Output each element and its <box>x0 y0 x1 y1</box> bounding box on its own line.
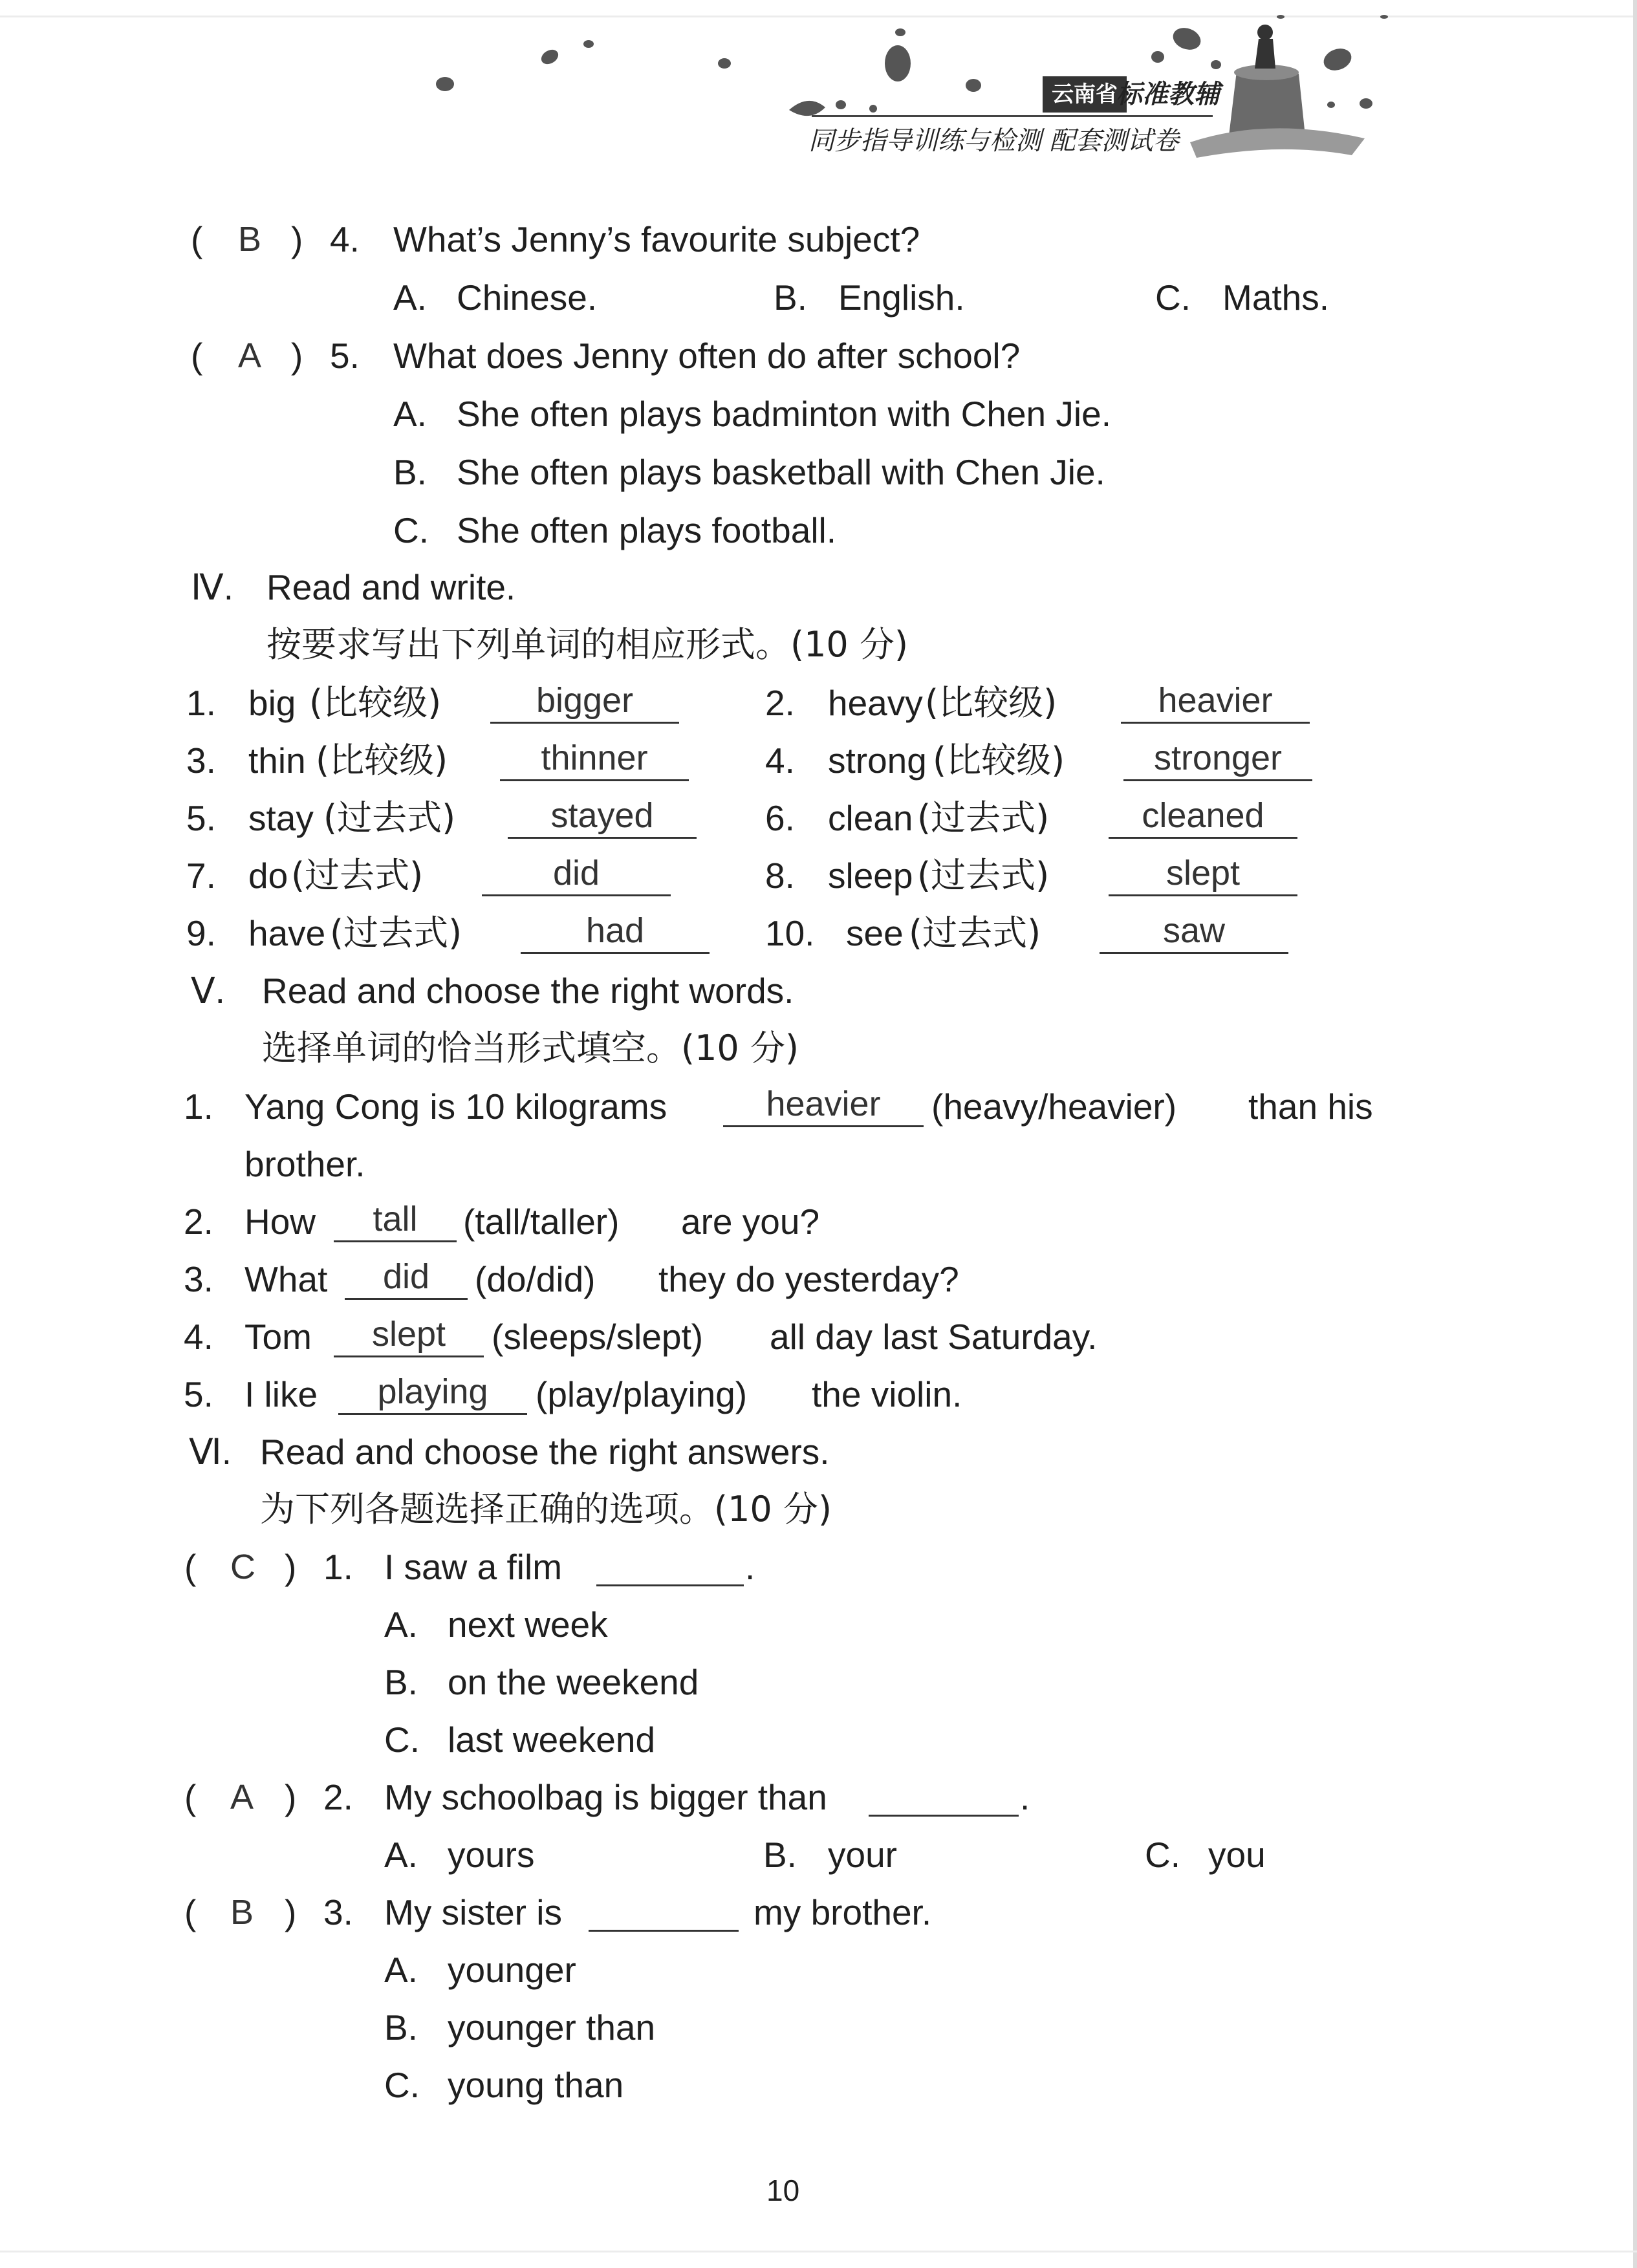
answer-text: bigger <box>536 681 634 720</box>
item-word: do <box>248 856 288 896</box>
item-number: 5. <box>186 798 216 838</box>
question-number: 5. <box>330 336 360 376</box>
answer-text: had <box>585 911 645 950</box>
sentence-continuation: brother. <box>244 1144 365 1184</box>
question-text: What’s Jenny’s favourite subject? <box>393 219 920 259</box>
answer-text: tall <box>373 1200 418 1238</box>
option-letter: A. <box>384 1604 418 1645</box>
option-text: Maths. <box>1222 277 1330 318</box>
option-letter: B. <box>774 277 807 318</box>
page-number: 10 <box>766 2174 800 2207</box>
answer-paren-open: ( <box>191 336 203 376</box>
item-number: 9. <box>186 913 216 953</box>
option-text: English. <box>838 277 965 318</box>
item-form: (过去式) <box>909 913 1041 953</box>
answer-blank[interactable] <box>490 679 679 724</box>
answer-text: thinner <box>541 739 648 777</box>
option-text: younger than <box>448 2007 656 2047</box>
word-choices: (tall/taller) <box>463 1202 620 1242</box>
item-number: 6. <box>765 798 795 838</box>
answer-text: stronger <box>1153 739 1283 777</box>
question-answer: B <box>238 220 262 259</box>
sentence-end: than his <box>1248 1086 1373 1127</box>
question-number: 2. <box>323 1777 353 1817</box>
option-letter: A. <box>384 1835 418 1875</box>
sentence-end: the violin. <box>812 1374 962 1414</box>
answer-blank[interactable] <box>1123 737 1312 781</box>
answer-blank[interactable] <box>1121 679 1310 724</box>
answer-paren-close: ) <box>285 1777 297 1817</box>
answer-blank[interactable] <box>508 794 697 839</box>
sentence-end: . <box>745 1547 755 1587</box>
option-letter: B. <box>763 1835 797 1875</box>
sentence-start: I like <box>244 1374 318 1414</box>
section-title: Read and choose the right words. <box>262 971 794 1011</box>
item-number: 1. <box>184 1086 213 1127</box>
answer-text: cleaned <box>1142 796 1264 835</box>
answer-text: slept <box>371 1315 446 1354</box>
item-word: heavy <box>828 683 923 723</box>
answer-blank[interactable] <box>589 1888 739 1932</box>
answer-blank[interactable] <box>334 1198 457 1242</box>
sentence-end: they do yesterday? <box>658 1259 959 1299</box>
word-choices: (play/playing) <box>536 1374 748 1414</box>
option-text: you <box>1208 1835 1266 1875</box>
answer-blank[interactable] <box>596 1543 744 1586</box>
option-text: next week <box>448 1604 608 1645</box>
question-answer: A <box>230 1778 254 1817</box>
answer-text: did <box>552 854 600 892</box>
option-text: She often plays badminton with Chen Jie. <box>457 394 1111 434</box>
sentence-start: Tom <box>244 1317 312 1357</box>
option-text: younger <box>448 1950 576 1990</box>
item-number: 1. <box>186 683 216 723</box>
section-instruction: 选择单词的恰当形式填空。(10 分) <box>262 1028 799 1068</box>
answer-blank[interactable] <box>500 737 689 781</box>
item-form: (过去式) <box>330 913 462 953</box>
item-word: strong <box>828 740 927 781</box>
option-letter: C. <box>384 2065 420 2105</box>
option-letter: C. <box>393 510 429 550</box>
scan-right-edge <box>1633 0 1637 2268</box>
sentence-start: What <box>244 1259 328 1299</box>
answer-blank[interactable] <box>723 1083 924 1127</box>
question-number: 3. <box>323 1892 353 1932</box>
option-text: your <box>828 1835 897 1875</box>
option-text: last weekend <box>448 1720 656 1760</box>
sentence-start: Yang Cong is 10 kilograms <box>244 1086 667 1127</box>
item-form: (比较级) <box>933 740 1065 781</box>
item-word: see <box>846 913 904 953</box>
sentence-end: my brother. <box>753 1892 932 1932</box>
item-form: (比较级) <box>925 682 1057 723</box>
item-word: sleep <box>828 856 913 896</box>
item-word: thin <box>248 740 306 781</box>
item-number: 10. <box>765 913 815 953</box>
item-number: 7. <box>186 856 216 896</box>
option-letter: C. <box>1155 277 1191 318</box>
answer-blank[interactable] <box>1109 794 1297 839</box>
item-number: 3. <box>186 740 216 781</box>
answer-paren-open: ( <box>191 219 203 259</box>
answer-blank[interactable] <box>521 909 710 954</box>
answer-blank[interactable] <box>334 1313 484 1357</box>
option-letter: A. <box>393 394 427 434</box>
word-choices: (do/did) <box>475 1259 596 1299</box>
sentence-end: all day last Saturday. <box>770 1317 1098 1357</box>
section-numeral: Ⅵ. <box>189 1432 232 1472</box>
answer-text: saw <box>1162 911 1226 950</box>
answer-paren-open: ( <box>184 1547 197 1587</box>
question-answer: A <box>238 336 262 375</box>
answer-paren-close: ) <box>291 336 303 376</box>
item-form: (比较级) <box>316 740 448 781</box>
question-number: 1. <box>323 1547 353 1587</box>
scan-bottom-edge <box>0 2251 1637 2252</box>
answer-text: did <box>382 1257 430 1296</box>
item-form: (比较级) <box>309 682 442 723</box>
answer-blank[interactable] <box>1109 852 1297 896</box>
item-number: 3. <box>184 1259 213 1299</box>
question-text: My schoolbag is bigger than <box>384 1777 827 1817</box>
sentence-end: are you? <box>681 1202 820 1242</box>
item-form: (过去式) <box>291 855 424 896</box>
option-text: She often plays basketball with Chen Jie. <box>457 452 1105 492</box>
province-badge: 云南省 <box>1043 76 1127 113</box>
header-rule <box>812 115 1213 117</box>
question-text: My sister is <box>384 1892 562 1932</box>
answer-paren-close: ) <box>285 1892 297 1932</box>
option-text: She often plays football. <box>457 510 837 550</box>
word-choices: (sleeps/slept) <box>492 1317 704 1357</box>
item-number: 5. <box>184 1374 213 1414</box>
option-text: on the weekend <box>448 1662 699 1702</box>
sentence-start: How <box>244 1202 316 1242</box>
item-word: have <box>248 913 326 953</box>
question-answer: C <box>230 1548 255 1586</box>
answer-text: heavier <box>1158 681 1273 720</box>
answer-paren-open: ( <box>184 1777 197 1817</box>
word-choices: (heavy/heavier) <box>931 1086 1177 1127</box>
item-form: (过去式) <box>323 797 456 838</box>
section-title: Read and write. <box>266 567 516 607</box>
question-number: 4. <box>330 219 360 259</box>
question-answer: B <box>230 1893 254 1932</box>
item-number: 4. <box>184 1317 213 1357</box>
section-title: Read and choose the right answers. <box>260 1432 830 1472</box>
question-text: What does Jenny often do after school? <box>393 336 1021 376</box>
option-text: Chinese. <box>457 277 598 318</box>
option-letter: B. <box>384 1662 418 1702</box>
option-text: yours <box>448 1835 535 1875</box>
item-word: clean <box>828 798 913 838</box>
answer-blank[interactable] <box>869 1773 1019 1817</box>
section-numeral: Ⅳ. <box>191 567 234 607</box>
item-number: 2. <box>184 1202 213 1242</box>
section-numeral: Ⅴ. <box>191 971 225 1011</box>
option-letter: C. <box>384 1720 420 1760</box>
brand-name: 标准教辅 <box>1116 79 1220 109</box>
question-text: I saw a film <box>384 1547 563 1587</box>
answer-blank[interactable] <box>345 1255 468 1300</box>
option-letter: A. <box>384 1950 418 1990</box>
answer-paren-open: ( <box>184 1892 197 1932</box>
item-number: 4. <box>765 740 795 781</box>
answer-text: heavier <box>766 1085 881 1123</box>
header-subtitle: 同步指导训练与检测 配套测试卷 <box>808 126 1179 156</box>
item-number: 8. <box>765 856 795 896</box>
item-word: stay <box>248 798 314 838</box>
answer-blank[interactable] <box>482 852 671 896</box>
item-form: (过去式) <box>917 797 1050 838</box>
item-word: big <box>248 683 296 723</box>
option-letter: C. <box>1145 1835 1180 1875</box>
item-number: 2. <box>765 683 795 723</box>
section-instruction: 为下列各题选择正确的选项。(10 分) <box>260 1489 832 1529</box>
answer-text: playing <box>377 1372 488 1411</box>
answer-text: stayed <box>550 796 654 835</box>
option-text: young than <box>448 2065 624 2105</box>
option-letter: B. <box>393 452 427 492</box>
option-letter: A. <box>393 277 427 318</box>
answer-blank[interactable] <box>338 1370 527 1415</box>
section-instruction: 按要求写出下列单词的相应形式。(10 分) <box>266 624 909 665</box>
answer-paren-close: ) <box>291 219 303 259</box>
answer-paren-close: ) <box>285 1547 297 1587</box>
answer-blank[interactable] <box>1100 909 1288 954</box>
option-letter: B. <box>384 2007 418 2047</box>
answer-text: slept <box>1165 854 1241 892</box>
sentence-end: . <box>1020 1777 1030 1817</box>
item-form: (过去式) <box>917 855 1050 896</box>
